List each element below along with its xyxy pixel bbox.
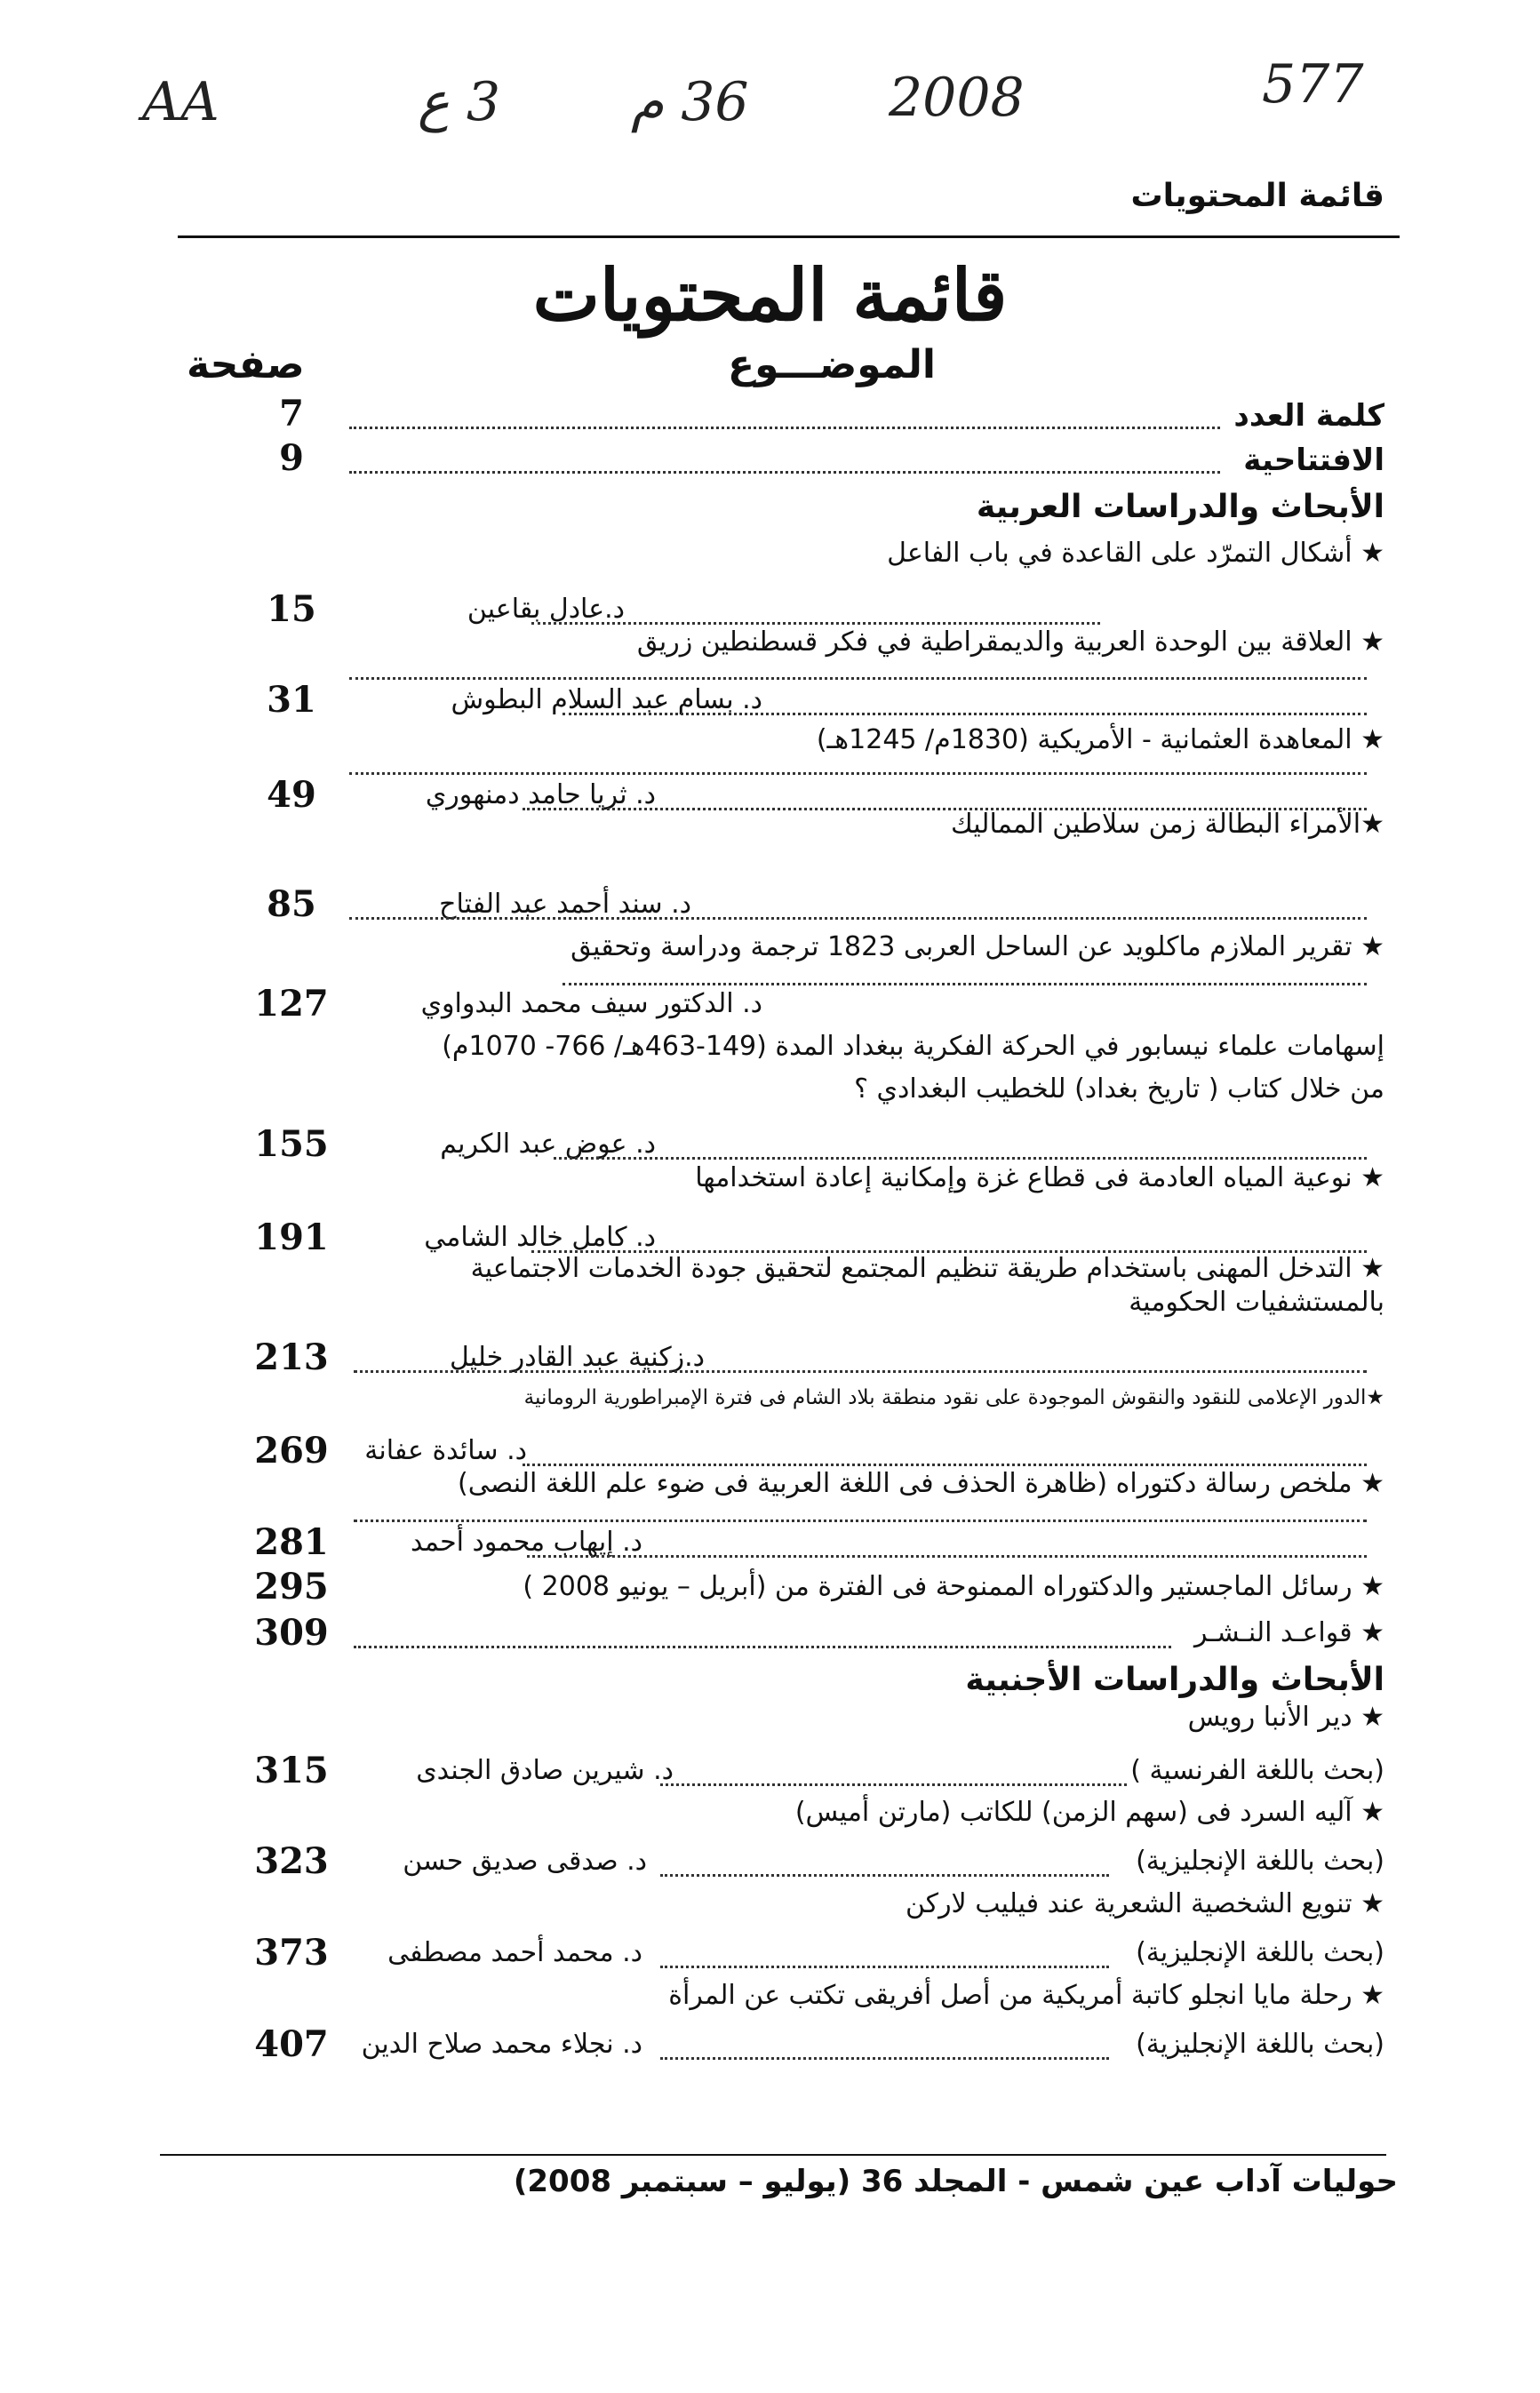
toc-entry-author-line — [267, 679, 1384, 729]
toc-entry — [254, 1566, 1384, 1615]
toc-entry — [345, 1386, 1384, 1431]
leader-dots — [527, 1555, 1367, 1558]
entry-page: 127 — [254, 983, 329, 1025]
leader-dots — [349, 917, 1367, 920]
entry-author: د. سائدة عفانة — [364, 1435, 527, 1466]
entry-page: 373 — [254, 1932, 329, 1974]
entry-page: 7 — [279, 393, 304, 435]
entry-page: 15 — [267, 588, 316, 630]
leader-dots — [660, 1966, 1109, 1968]
entry-title: ★ دير الأنبا رويس — [1187, 1702, 1384, 1733]
entry-title: ★ العلاقة بين الوحدة العربية والديمقراطية في فكر قسطنطين زريق — [636, 626, 1384, 658]
toc-entry — [345, 626, 1384, 671]
section-heading-arabic: الأبحاث والدراسات العربية — [976, 489, 1384, 525]
entry-title: ★ رسائل الماجستير والدكتوراه الممنوحة فى الفترة من (أبريل – يونيو 2008 ) — [523, 1571, 1384, 1602]
entry-title: ★ تنويع الشخصية الشعرية عند فيليب لاركن — [905, 1888, 1384, 1919]
entry-title: كلمة العدد — [1233, 398, 1384, 434]
entry-page: 295 — [254, 1566, 329, 1607]
entry-title: ★الدور الإعلامى للنقود والنقوش الموجودة على نقود منطقة بلاد الشام فى فترة الإمبراطورية الرومانية — [523, 1386, 1384, 1409]
toc-entry — [345, 1162, 1384, 1207]
entry-page: 281 — [254, 1521, 329, 1563]
handwritten-mark-left: AA — [142, 71, 219, 133]
toc-entry — [345, 1980, 1384, 2024]
entry-title: ★ نوعية المياه العادمة فى قطاع غزة وإمكانية إعادة استخدامها — [695, 1162, 1384, 1193]
toc-entry — [279, 437, 1384, 487]
entry-page: 31 — [267, 679, 316, 721]
column-heading-page: صفحة — [187, 342, 305, 387]
toc-entry-author-line — [254, 983, 1384, 1033]
entry-title: ★ التدخل المهنى باستخدام طريقة تنظيم المجتمع لتحقيق جودة الخدمات الاجتماعية — [470, 1253, 1384, 1284]
entry-title: ★ المعاهدة العثمانية - الأمريكية (1830م/ 1245هـ) — [816, 724, 1384, 755]
toc-entry — [345, 538, 1384, 582]
toc-entry-author-line — [254, 1750, 1384, 1799]
entry-author: د. عوض عبد الكريم — [440, 1129, 656, 1160]
leader-dots — [531, 622, 1100, 625]
leader-dots — [660, 1874, 1109, 1877]
toc-entry — [345, 1031, 1384, 1075]
entry-title: ★ ملخص رسالة دكتوراه (ظاهرة الحذف فى اللغة العربية فى ضوء علم اللغة النصى) — [458, 1468, 1384, 1499]
toc-entry — [279, 393, 1384, 443]
entry-title: ★ أشكال التمرّد على القاعدة في باب الفاعل — [887, 538, 1384, 569]
entry-author: د. سند أحمد عبد الفتاح — [439, 889, 691, 920]
leader-dots — [349, 427, 1220, 429]
leader-dots — [563, 713, 1367, 715]
entry-title: ★ آليه السرد فى (سهم الزمن) للكاتب (مارتن أميس) — [794, 1797, 1384, 1828]
toc-entry-author-line — [267, 883, 1384, 933]
handwritten-issue-number: 3 ع — [418, 71, 501, 133]
entry-author: د. شيرين صادق الجندى — [416, 1755, 674, 1786]
leader-dots — [354, 1646, 1171, 1648]
entry-page: 85 — [267, 883, 316, 925]
section-heading-foreign: الأبحاث والدراسات الأجنبية — [965, 1662, 1384, 1698]
entry-author: د. صدقى صديق حسن — [403, 1846, 647, 1877]
toc-entry — [345, 931, 1384, 976]
footer-rule — [160, 2154, 1386, 2156]
entry-author: د. بسام عبد السلام البطوش — [451, 684, 762, 715]
leader-dots — [349, 471, 1220, 474]
toc-entry — [345, 1888, 1384, 1933]
toc-entry — [345, 809, 1384, 853]
entry-language: (بحث باللغة الإنجليزية) — [1136, 2029, 1384, 2060]
header-rule — [178, 235, 1400, 238]
leader-dots — [349, 677, 1367, 680]
handwritten-volume: 36 م — [631, 71, 749, 133]
leader-dots — [563, 983, 1367, 985]
entry-page: 49 — [267, 774, 316, 816]
entry-author: د.عادل بقاعين — [467, 594, 625, 625]
entry-title: ★ رحلة مايا انجلو كاتبة أمريكية من أصل أفريقى تكتب عن المرأة — [668, 1980, 1384, 2011]
entry-page: 9 — [279, 437, 304, 479]
entry-title: الافتتاحية — [1243, 443, 1384, 478]
entry-page: 323 — [254, 1840, 329, 1882]
handwritten-page-number: 577 — [1262, 53, 1364, 116]
entry-page: 155 — [254, 1123, 329, 1165]
entry-title: ★ تقرير الملازم ماكلويد عن الساحل العربى 1823 ترجمة ودراسة وتحقيق — [571, 931, 1384, 962]
leader-dots — [349, 772, 1367, 775]
entry-author: د. كامل خالد الشامي — [424, 1222, 656, 1253]
entry-author: د. محمد أحمد مصطفى — [387, 1937, 642, 1968]
toc-entry — [345, 1797, 1384, 1841]
toc-entry — [345, 1287, 1384, 1331]
entry-language: (بحث باللغة الإنجليزية) — [1136, 1846, 1384, 1877]
entry-author: د. ثريا حامد دمنهوري — [425, 779, 656, 810]
entry-title-continued: من خلال كتاب ( تاريخ بغداد) للخطيب البغدادي ؟ — [854, 1073, 1384, 1105]
entry-title-continued: بالمستشفيات الحكومية — [1129, 1287, 1384, 1318]
entry-title: ★الأمراء البطالة زمن سلاطين المماليك — [950, 809, 1384, 840]
toc-entry-author-line — [254, 2023, 1384, 2073]
entry-page: 213 — [254, 1336, 329, 1378]
leader-dots — [354, 1370, 1367, 1373]
entry-page: 309 — [254, 1612, 329, 1654]
toc-entry — [345, 1468, 1384, 1512]
leader-dots — [523, 1464, 1367, 1466]
entry-title: إسهامات علماء نيسابور في الحركة الفكرية ببغداد المدة (149-463هـ/ 766- 1070م) — [442, 1031, 1384, 1062]
page-title: قائمة المحتويات — [532, 253, 1008, 337]
toc-entry-author-line — [254, 1932, 1384, 1982]
entry-language: (بحث باللغة الإنجليزية) — [1136, 1937, 1384, 1968]
entry-author: د. نجلاء محمد صلاح الدين — [361, 2029, 642, 2060]
entry-language: (بحث باللغة الفرنسية ) — [1130, 1755, 1384, 1786]
entry-page: 191 — [254, 1216, 329, 1258]
toc-entry-author-line — [254, 1521, 1384, 1571]
toc-entry — [345, 724, 1384, 769]
toc-entry-author-line — [254, 1336, 1384, 1386]
leader-dots — [660, 1783, 1127, 1786]
handwritten-year: 2008 — [889, 67, 1025, 129]
entry-page: 269 — [254, 1430, 329, 1472]
leader-dots — [660, 2057, 1109, 2060]
toc-entry-author-line — [254, 1840, 1384, 1890]
entry-page: 315 — [254, 1750, 329, 1791]
entry-author: د.زكنية عبد القادر خليل — [449, 1342, 705, 1373]
toc-entry — [345, 1702, 1384, 1746]
toc-entry — [254, 1612, 1384, 1662]
toc-entry — [345, 1073, 1384, 1118]
entry-page: 407 — [254, 2023, 329, 2065]
footer-citation: حوليات آداب عين شمس - المجلد 36 (يوليو – سبتمبر 2008) — [513, 2164, 1398, 2199]
entry-author: د. إيهاب محمود أحمد — [410, 1527, 642, 1558]
leader-dots — [554, 1157, 1367, 1160]
running-header-title: قائمة المحتويات — [1130, 178, 1384, 214]
leader-dots — [354, 1520, 1367, 1522]
column-heading-topic: الموضـــوع — [728, 342, 936, 387]
entry-author: د. الدكتور سيف محمد البدواوي — [420, 988, 762, 1019]
entry-title: ★ قواعـد النـشـر — [1194, 1617, 1384, 1648]
